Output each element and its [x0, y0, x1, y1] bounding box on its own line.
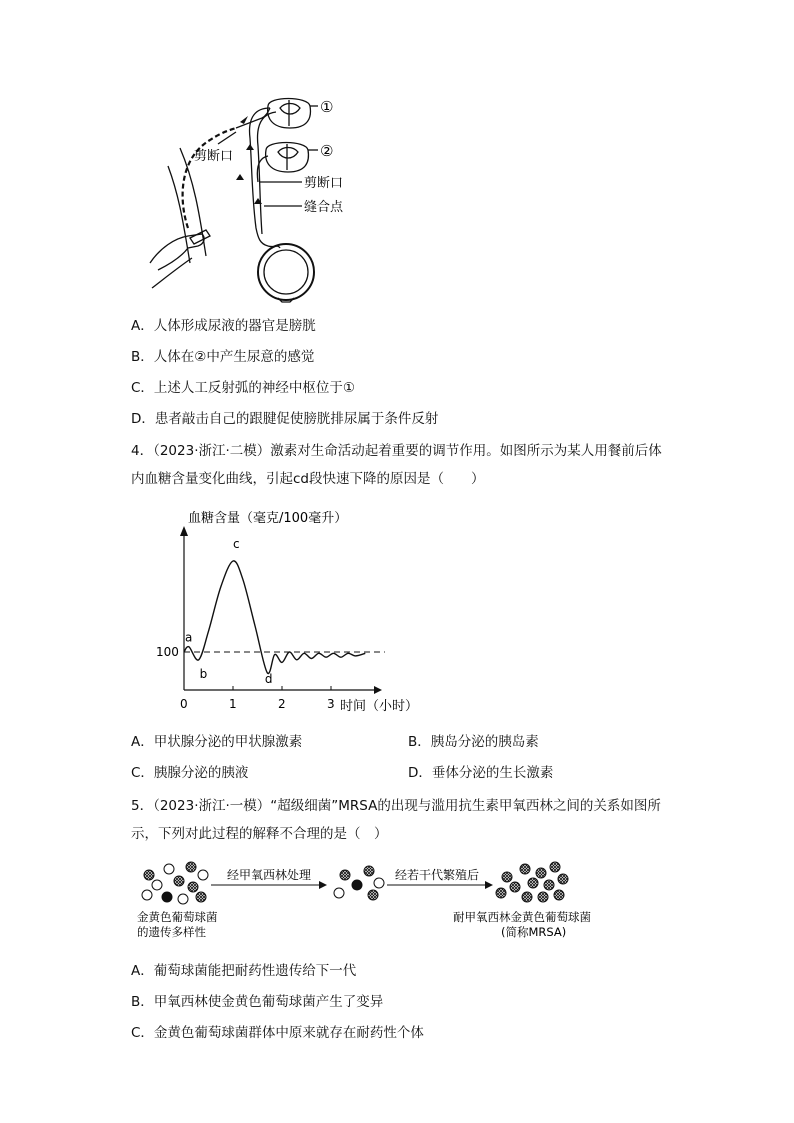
x-tick-label-2: 2: [278, 697, 286, 711]
q3-option-a: A．人体形成尿液的器官是膀胱: [131, 318, 316, 334]
series-line: [184, 561, 365, 674]
q3-option-c: C．上述人工反射弧的神经中枢位于①: [131, 380, 356, 396]
point-label-b: b: [199, 667, 208, 681]
point-label-a: a: [184, 630, 193, 645]
label-cut-right: 剪断口: [304, 176, 344, 191]
q5-option-a: A．葡萄球菌能把耐药性遗传给下一代: [131, 963, 357, 979]
q4-option-d: D．垂体分泌的生长激素: [408, 765, 554, 781]
point-label-d: d: [264, 672, 273, 687]
q4-stem: 4．（2023·浙江·二模）激素对生命活动起着重要的调节作用。如图所示为某人用餐前后体内血糖含量变化曲线，引起cd段快速下降的原因是（ ）: [131, 443, 662, 487]
x-tick-label-3: 3: [327, 697, 335, 711]
mrsa-figure: [135, 855, 625, 945]
label-suture: 缝合点: [304, 200, 344, 215]
blood-sugar-chart: [150, 500, 440, 720]
arrow2-label: 经若干代繁殖后: [395, 868, 480, 882]
y-axis-label: 血糖含量（毫克/100毫升）: [188, 511, 348, 526]
left-caption-2: 的遗传多样性: [137, 925, 206, 939]
q3-option-b: B．人体在②中产生尿意的感觉: [131, 349, 315, 365]
reflex-arc-figure: [140, 88, 380, 303]
q5-option-c: C．金黄色葡萄球菌群体中原来就存在耐药性个体: [131, 1025, 424, 1041]
right-caption-2: (简称MRSA): [501, 925, 567, 939]
q5-option-b: B．甲氧西林使金黄色葡萄球菌产生了变异: [131, 994, 384, 1010]
q4-option-b: B．胰岛分泌的胰岛素: [408, 734, 539, 750]
x-axis-label: 时间（小时）: [340, 699, 419, 714]
label-circle-1: ①: [320, 98, 334, 116]
left-caption-1: 金黄色葡萄球菌: [137, 910, 218, 924]
label-circle-2: ②: [320, 142, 334, 160]
q3-option-d: D．患者敲击自己的跟腱促使膀胱排尿属于条件反射: [131, 411, 439, 427]
x-tick-label-0: 0: [180, 697, 188, 711]
q5-stem: 5．（2023·浙江·一模）“超级细菌”MRSA的出现与滥用抗生素甲氧西林之间的关系如图所示，下列对此过程的解释不合理的是（ ）: [131, 798, 661, 842]
label-cut-left: 剪断口: [194, 149, 234, 164]
arrow1-label: 经甲氧西林处理: [227, 868, 312, 882]
point-label-c: c: [233, 537, 240, 551]
q4-option-c: C．胰腺分泌的胰液: [131, 765, 249, 781]
right-caption-1: 耐甲氧西林金黄色葡萄球菌: [453, 910, 591, 924]
q4-option-a: A．甲状腺分泌的甲状腺激素: [131, 734, 303, 750]
x-tick-label-1: 1: [229, 697, 237, 711]
y-tick-100: 100: [156, 645, 179, 659]
